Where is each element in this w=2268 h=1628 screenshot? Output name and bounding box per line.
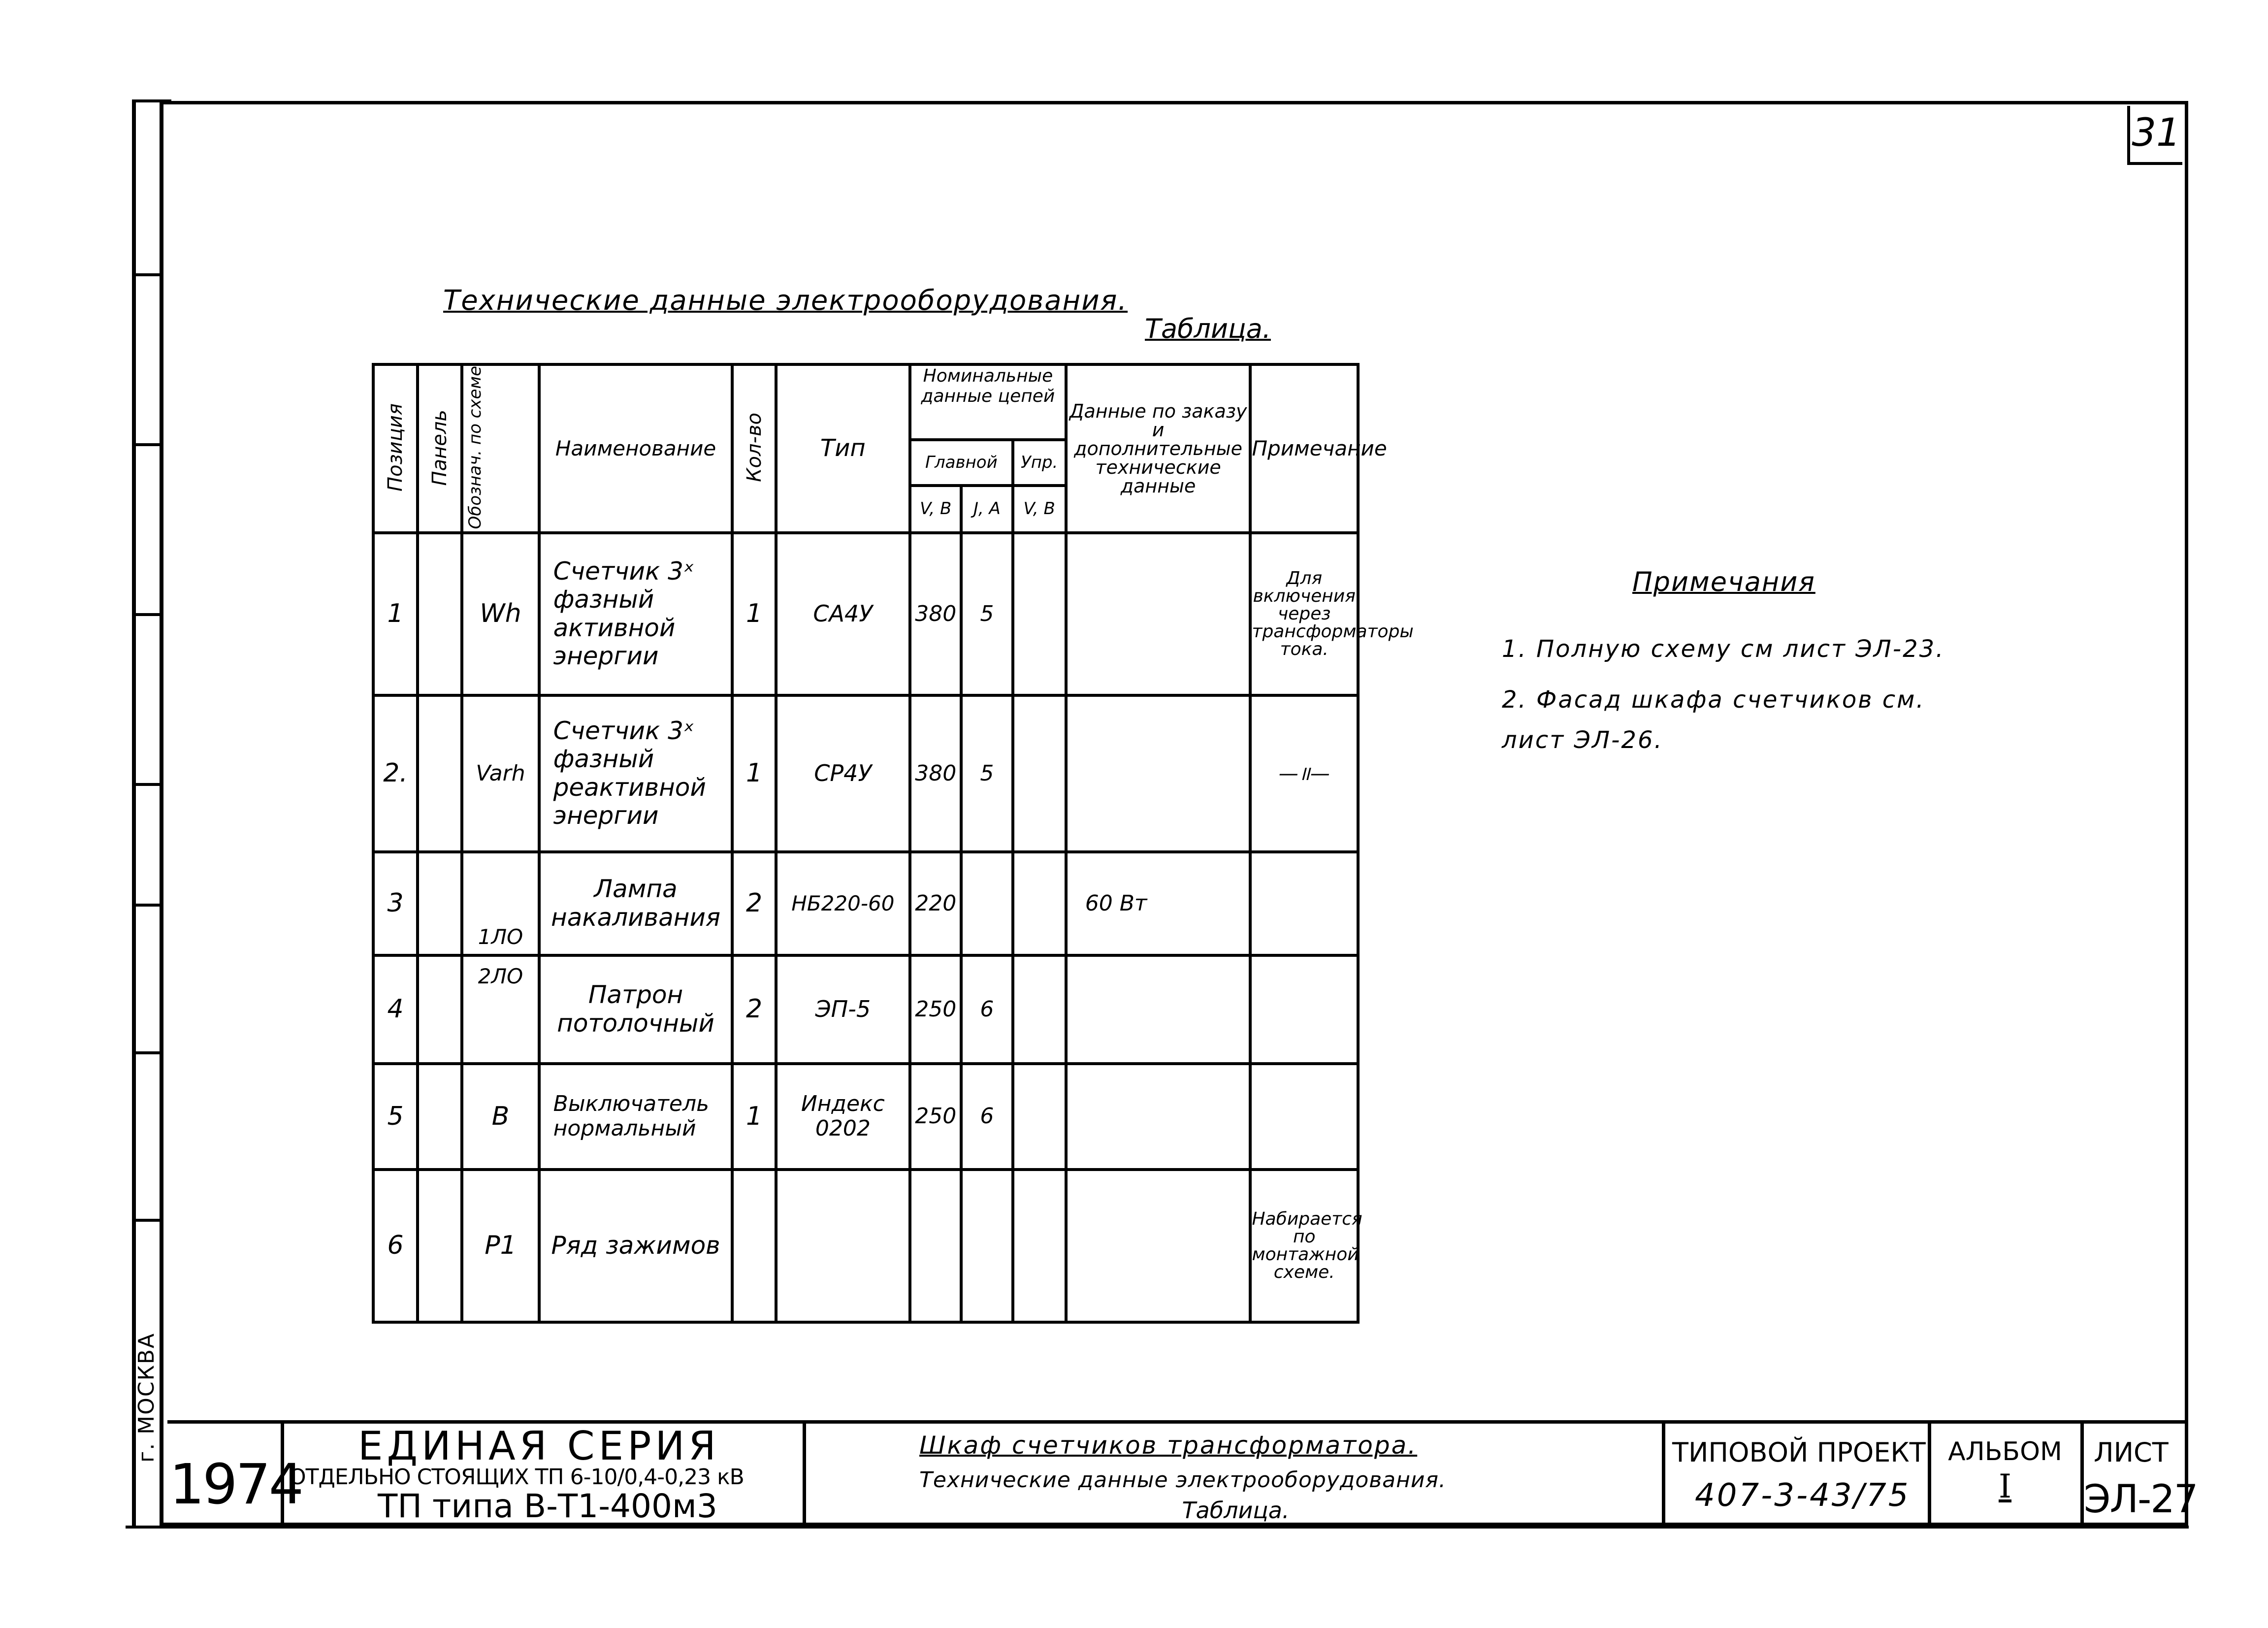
cell-current: 5 — [961, 695, 1012, 852]
sheet-number-box — [2127, 106, 2182, 165]
cell-name: Лампа накаливания — [539, 852, 733, 955]
cell-voltage: 380 — [910, 695, 961, 852]
cell-quantity: 1 — [732, 1064, 776, 1170]
margin-tick — [132, 904, 162, 907]
sheet-title-line-2: Технические данные электрооборудования. — [919, 1467, 1446, 1493]
table-label: Таблица. — [1145, 313, 1271, 344]
header-order-data: Данные по заказу и дополнительные технические данные — [1066, 364, 1251, 533]
cell-panel — [418, 955, 462, 1064]
cell-panel — [418, 695, 462, 852]
cell-note — [1250, 1064, 1358, 1170]
notes-title: Примечания — [1632, 566, 1815, 597]
header-type: Тип — [776, 364, 910, 533]
margin-tick — [132, 783, 162, 786]
note-item: 2. Фасад шкафа счетчиков см. лист ЭЛ-26. — [1502, 686, 1925, 754]
cell-panel — [418, 533, 462, 695]
cell-voltage-ctrl — [1013, 955, 1066, 1064]
margin-tick — [132, 273, 162, 276]
cell-note: Набирается по монтажной схеме. — [1250, 1170, 1358, 1322]
cell-voltage: 250 — [910, 955, 961, 1064]
cell-type — [776, 1170, 910, 1322]
year: 1974 — [169, 1453, 302, 1517]
cell-position: 4 — [373, 955, 418, 1064]
header-position: Позиция — [373, 364, 418, 533]
cell-position: 5 — [373, 1064, 418, 1170]
cell-quantity: 2 — [732, 955, 776, 1064]
city-side-label — [132, 1300, 162, 1463]
city-label: г. МОСКВА — [134, 1333, 159, 1463]
cell-order-data — [1066, 1170, 1251, 1322]
cell-note — [1250, 955, 1358, 1064]
cell-name: Патрон потолочный — [539, 955, 733, 1064]
header-control: Упр. — [1013, 440, 1066, 486]
sheet-title-line-3: Таблица. — [1182, 1497, 1290, 1524]
note-item: 1. Полную схему см лист ЭЛ-23. — [1502, 635, 1945, 663]
cell-current — [961, 852, 1012, 955]
cell-quantity: 1 — [732, 695, 776, 852]
margin-tick — [132, 1219, 162, 1222]
header-row — [373, 364, 1358, 440]
header-nominal: Номинальные данные цепей — [910, 364, 1066, 440]
sheet-title-line-1: Шкаф счетчиков трансформатора. — [919, 1431, 1418, 1460]
header-main: Главной — [910, 440, 1012, 486]
equipment-data-table — [372, 363, 1414, 1324]
cell-current: 6 — [961, 955, 1012, 1064]
cell-name: Выключатель нормальный — [539, 1064, 733, 1170]
series-type: ТП типа В-Т1-400м3 — [378, 1487, 717, 1525]
cell-name: Ряд зажимов — [539, 1170, 733, 1322]
cell-position: 2. — [373, 695, 418, 852]
header-current: J, А — [961, 486, 1012, 533]
margin-tick — [132, 613, 162, 616]
margin-tick — [132, 443, 162, 446]
table-row — [373, 533, 1358, 695]
project-label: ТИПОВОЙ ПРОЕКТ — [1672, 1437, 1926, 1468]
cell-current — [961, 1170, 1012, 1322]
cell-voltage-ctrl — [1013, 852, 1066, 955]
cell-type: СА4У — [776, 533, 910, 695]
sheet-label: ЛИСТ — [2094, 1437, 2169, 1468]
table-row — [373, 1064, 1358, 1170]
cell-voltage: 380 — [910, 533, 961, 695]
cell-designation: Wh — [462, 533, 539, 695]
cell-voltage-ctrl — [1013, 1064, 1066, 1170]
table-row — [373, 695, 1358, 852]
cell-designation: Varh — [462, 695, 539, 852]
header-voltage: V, В — [910, 486, 961, 533]
cell-voltage-ctrl — [1013, 695, 1066, 852]
project-number: 407-3-43/75 — [1695, 1477, 1911, 1514]
cell-designation: 2ЛО — [462, 955, 539, 1064]
cell-voltage: 220 — [910, 852, 961, 955]
cell-position: 3 — [373, 852, 418, 955]
header-voltage-ctrl: V, В — [1013, 486, 1066, 533]
album-label: АЛЬБОМ — [1948, 1437, 2062, 1466]
header-note: Примечание — [1250, 364, 1358, 533]
cell-order-data: 60 Вт — [1066, 852, 1251, 955]
sheet-title-cell — [803, 1423, 1662, 1526]
cell-order-data — [1066, 695, 1251, 852]
cell-panel — [418, 1170, 462, 1322]
cell-note — [1250, 852, 1358, 955]
album-cell — [1928, 1423, 2080, 1526]
cell-position: 1 — [373, 533, 418, 695]
cell-panel — [418, 852, 462, 955]
sheet-number: 31 — [2132, 111, 2181, 155]
cell-type: Индекс 0202 — [776, 1064, 910, 1170]
table-title: Технические данные электрооборудования. — [443, 285, 1128, 317]
sheet-code: ЭЛ-27 — [2084, 1477, 2198, 1522]
album-number: I — [1998, 1467, 2012, 1505]
table-row — [373, 1170, 1358, 1322]
cell-quantity: 1 — [732, 533, 776, 695]
cell-type: НБ220-60 — [776, 852, 910, 955]
cell-voltage — [910, 1170, 961, 1322]
project-cell — [1662, 1423, 1928, 1526]
sheet-cell — [2080, 1423, 2198, 1526]
cell-order-data — [1066, 955, 1251, 1064]
series-title: ЕДИНАЯ СЕРИЯ — [358, 1423, 720, 1469]
cell-voltage-ctrl — [1013, 533, 1066, 695]
margin-tick — [132, 1051, 162, 1054]
top-edge-line — [132, 99, 171, 102]
year-cell — [169, 1423, 302, 1526]
header-name: Наименование — [539, 364, 733, 533]
cell-current: 6 — [961, 1064, 1012, 1170]
cell-note: —॥— — [1250, 695, 1358, 852]
series-cell — [281, 1423, 803, 1526]
cell-designation: Р1 — [462, 1170, 539, 1322]
cell-panel — [418, 1064, 462, 1170]
cell-type: ЭП-5 — [776, 955, 910, 1064]
header-panel: Панель — [418, 364, 462, 533]
cell-designation: В — [462, 1064, 539, 1170]
cell-note: Для включения через трансформаторы тока. — [1250, 533, 1358, 695]
cell-voltage: 250 — [910, 1064, 961, 1170]
cell-name: Счетчик 3ˣ фазный реактивной энергии — [539, 695, 733, 852]
header-designation: Обознач. по схеме — [462, 364, 539, 533]
cell-voltage-ctrl — [1013, 1170, 1066, 1322]
cell-order-data — [1066, 1064, 1251, 1170]
cell-quantity: 2 — [732, 852, 776, 955]
cell-type: СР4У — [776, 695, 910, 852]
cell-order-data — [1066, 533, 1251, 695]
cell-current: 5 — [961, 533, 1012, 695]
cell-name: Счетчик 3ˣ фазный активной энергии — [539, 533, 733, 695]
cell-quantity — [732, 1170, 776, 1322]
cell-designation: 1ЛО — [462, 852, 539, 955]
table-row — [373, 852, 1358, 955]
series-subtitle: ОТДЕЛЬНО СТОЯЩИХ ТП 6-10/0,4-0,23 кВ — [289, 1465, 744, 1490]
title-block — [169, 1423, 2198, 1526]
header-quantity: Кол-во — [732, 364, 776, 533]
table-row — [373, 955, 1358, 1064]
cell-position: 6 — [373, 1170, 418, 1322]
